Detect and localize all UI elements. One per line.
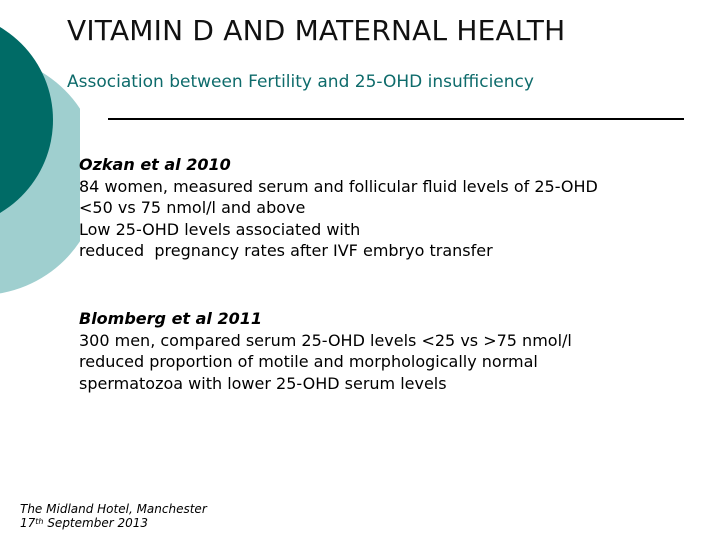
study-line: <50 vs 75 nmol/l and above	[79, 198, 306, 217]
footer	[20, 502, 207, 530]
slide-title: VITAMIN D AND MATERNAL HEALTH	[67, 14, 566, 47]
footer-date-rest: September 2013	[43, 516, 148, 530]
divider-line	[108, 118, 684, 120]
study-heading: Ozkan et al 2010	[79, 155, 231, 174]
study-line: spermatozoa with lower 25-OHD serum levels	[79, 373, 447, 393]
footer-date-day: 17	[20, 516, 36, 530]
study-line: 84 women, measured serum and follicular fluid levels of 25-OHD	[79, 176, 598, 196]
study-block-ozkan	[79, 154, 598, 262]
study-line: 300 men, compared serum 25-OHD levels <25 vs >75 nmol/l	[79, 330, 572, 350]
study-line: reduced pregnancy rates after IVF embryo transfer	[79, 241, 493, 260]
footer-date-suffix: th	[35, 517, 44, 526]
footer-venue: The Midland Hotel, Manchester	[20, 502, 207, 516]
slide-subtitle: Association between Fertility and 25-OHD insufficiency	[67, 72, 534, 92]
study-heading: Blomberg et al 2011	[79, 309, 263, 328]
study-line: reduced proportion of motile and morphologically normal	[79, 352, 538, 371]
study-block-blomberg	[79, 308, 572, 394]
footer-date	[20, 516, 207, 530]
study-line: Low 25-OHD levels associated with	[79, 219, 361, 239]
